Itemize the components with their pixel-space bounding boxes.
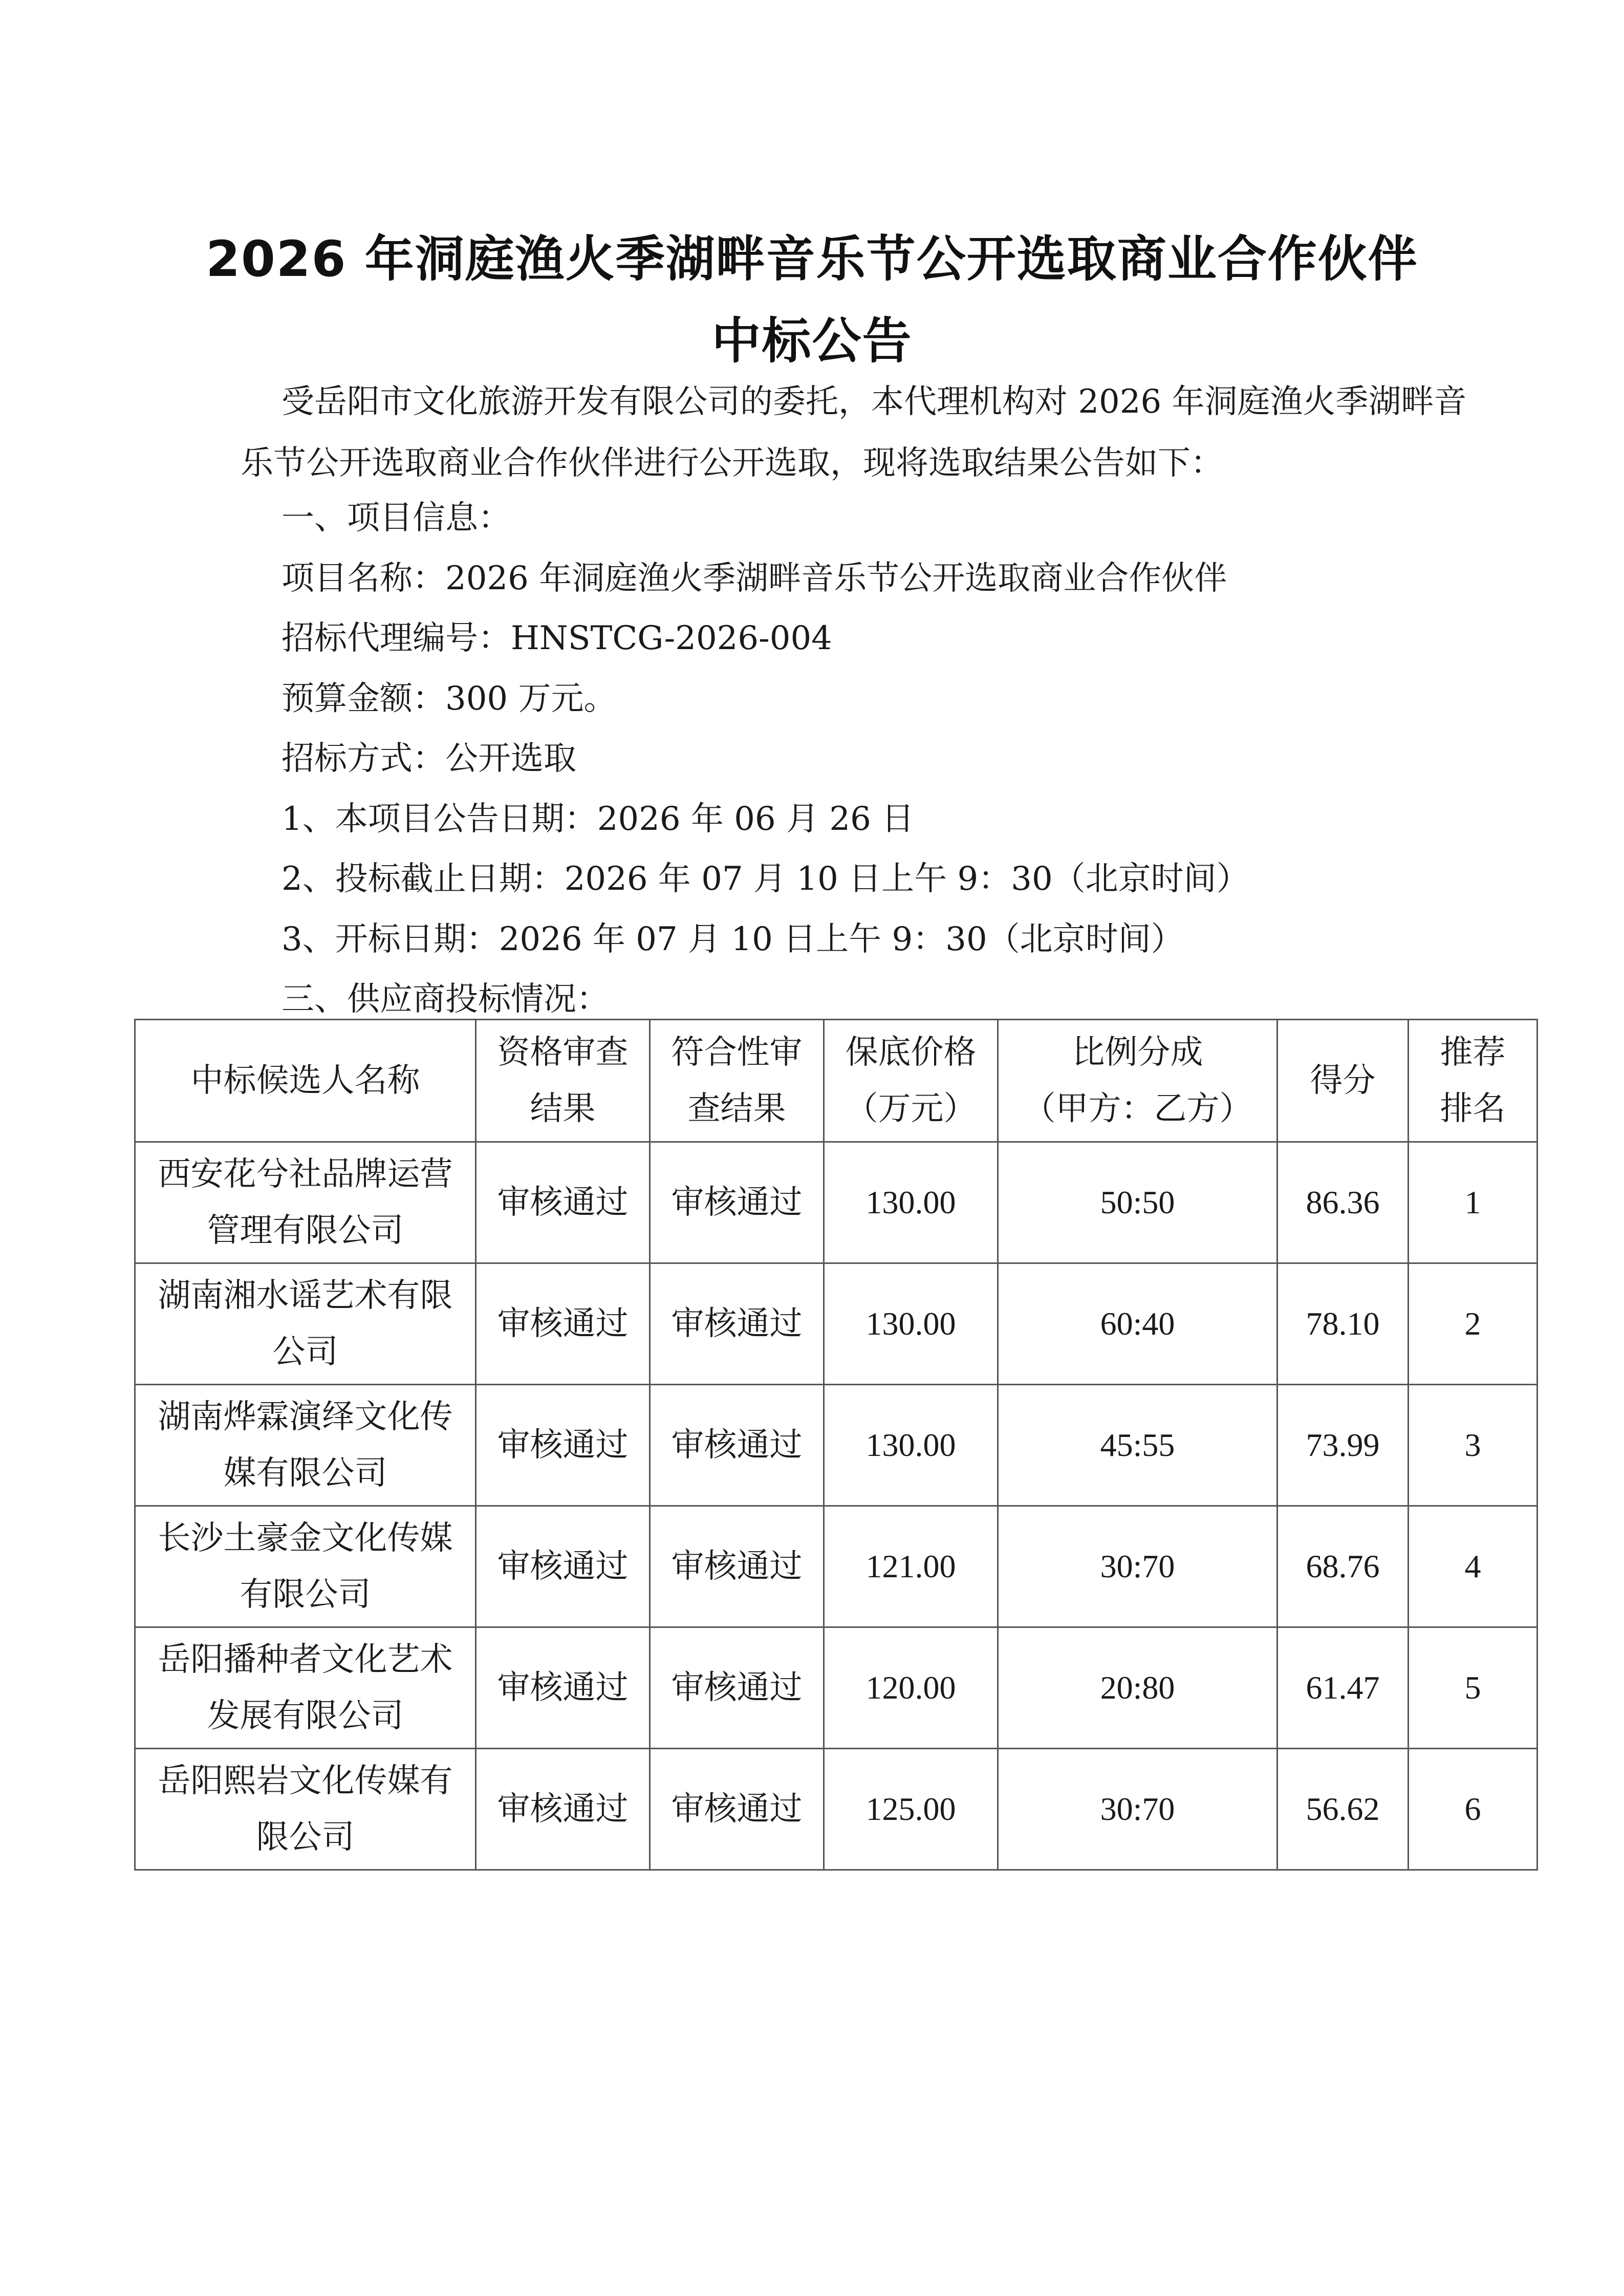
ratio-cell: 30:70 xyxy=(998,1506,1277,1627)
floor-price-cell: 125.00 xyxy=(824,1749,998,1870)
budget-line: 预算金额：300 万元。 xyxy=(282,680,617,718)
candidate-name-cell: 湖南湘水谣艺术有限 公司 xyxy=(135,1263,476,1385)
score-cell: 61.47 xyxy=(1277,1627,1409,1749)
rank-cell: 3 xyxy=(1409,1385,1538,1506)
floor-price-cell: 120.00 xyxy=(824,1627,998,1749)
header-revenue-ratio: 比例分成 （甲方：乙方） xyxy=(998,1020,1277,1142)
qualification-cell: 审核通过 xyxy=(476,1749,650,1870)
bid-results-table xyxy=(134,1019,1538,1871)
qualification-cell: 审核通过 xyxy=(476,1263,650,1385)
intro-paragraph xyxy=(241,371,1467,494)
intro-line-1: 受岳阳市文化旅游开发有限公司的委托，本代理机构对 2026 年洞庭渔火季湖畔音 xyxy=(282,383,1467,421)
header-compliance-result: 符合性审 查结果 xyxy=(650,1020,824,1142)
qualification-cell: 审核通过 xyxy=(476,1142,650,1263)
bid-opening-date-line: 3、开标日期：2026 年 07 月 10 日上午 9：30（北京时间） xyxy=(282,920,1184,958)
compliance-cell: 审核通过 xyxy=(650,1627,824,1749)
table-header-row xyxy=(135,1020,1538,1142)
compliance-cell: 审核通过 xyxy=(650,1263,824,1385)
score-cell: 56.62 xyxy=(1277,1749,1409,1870)
rank-cell: 5 xyxy=(1409,1627,1538,1749)
score-cell: 73.99 xyxy=(1277,1385,1409,1506)
document-title-subline: 中标公告 xyxy=(711,312,913,370)
rank-cell: 6 xyxy=(1409,1749,1538,1870)
header-score: 得分 xyxy=(1277,1020,1409,1142)
score-cell: 68.76 xyxy=(1277,1506,1409,1627)
qualification-cell: 审核通过 xyxy=(476,1506,650,1627)
table-row xyxy=(135,1506,1538,1627)
compliance-cell: 审核通过 xyxy=(650,1749,824,1870)
qualification-cell: 审核通过 xyxy=(476,1385,650,1506)
announcement-date-line: 1、本项目公告日期：2026 年 06 月 26 日 xyxy=(282,800,915,838)
floor-price-cell: 130.00 xyxy=(824,1142,998,1263)
score-cell: 78.10 xyxy=(1277,1263,1409,1385)
score-cell: 86.36 xyxy=(1277,1142,1409,1263)
header-floor-price: 保底价格 （万元） xyxy=(824,1020,998,1142)
candidate-name-cell: 岳阳播种者文化艺术 发展有限公司 xyxy=(135,1627,476,1749)
header-candidate-name: 中标候选人名称 xyxy=(135,1020,476,1142)
project-name-line: 项目名称：2026 年洞庭渔火季湖畔音乐节公开选取商业合作伙伴 xyxy=(282,560,1227,597)
floor-price-cell: 130.00 xyxy=(824,1263,998,1385)
rank-cell: 1 xyxy=(1409,1142,1538,1263)
header-rank: 推荐 排名 xyxy=(1409,1020,1538,1142)
section-heading-bids: 三、供应商投标情况： xyxy=(282,980,609,1018)
ratio-cell: 20:80 xyxy=(998,1627,1277,1749)
table-row xyxy=(135,1749,1538,1870)
header-qualification-result: 资格审查 结果 xyxy=(476,1020,650,1142)
candidate-name-cell: 西安花兮社品牌运营 管理有限公司 xyxy=(135,1142,476,1263)
table-row xyxy=(135,1385,1538,1506)
agency-number-line: 招标代理编号：HNSTCG-2026-004 xyxy=(282,619,832,657)
floor-price-cell: 130.00 xyxy=(824,1385,998,1506)
qualification-cell: 审核通过 xyxy=(476,1627,650,1749)
ratio-cell: 45:55 xyxy=(998,1385,1277,1506)
floor-price-cell: 121.00 xyxy=(824,1506,998,1627)
table-row xyxy=(135,1142,1538,1263)
candidate-name-cell: 岳阳熙岩文化传媒有 限公司 xyxy=(135,1749,476,1870)
candidate-name-cell: 长沙土豪金文化传媒 有限公司 xyxy=(135,1506,476,1627)
document-title: 2026 年洞庭渔火季湖畔音乐节公开选取商业合作伙伴 xyxy=(206,230,1418,288)
ratio-cell: 30:70 xyxy=(998,1749,1277,1870)
ratio-cell: 50:50 xyxy=(998,1142,1277,1263)
compliance-cell: 审核通过 xyxy=(650,1142,824,1263)
ratio-cell: 60:40 xyxy=(998,1263,1277,1385)
candidate-name-cell: 湖南烨霖演绎文化传 媒有限公司 xyxy=(135,1385,476,1506)
intro-line-2: 乐节公开选取商业合作伙伴进行公开选取，现将选取结果公告如下： xyxy=(241,444,1223,482)
compliance-cell: 审核通过 xyxy=(650,1385,824,1506)
compliance-cell: 审核通过 xyxy=(650,1506,824,1627)
table-row xyxy=(135,1627,1538,1749)
section-heading-project-info: 一、项目信息： xyxy=(282,499,511,537)
bid-deadline-line: 2、投标截止日期：2026 年 07 月 10 日上午 9：30（北京时间） xyxy=(282,860,1249,898)
rank-cell: 4 xyxy=(1409,1506,1538,1627)
bidding-method-line: 招标方式：公开选取 xyxy=(282,740,576,778)
rank-cell: 2 xyxy=(1409,1263,1538,1385)
table-row xyxy=(135,1263,1538,1385)
